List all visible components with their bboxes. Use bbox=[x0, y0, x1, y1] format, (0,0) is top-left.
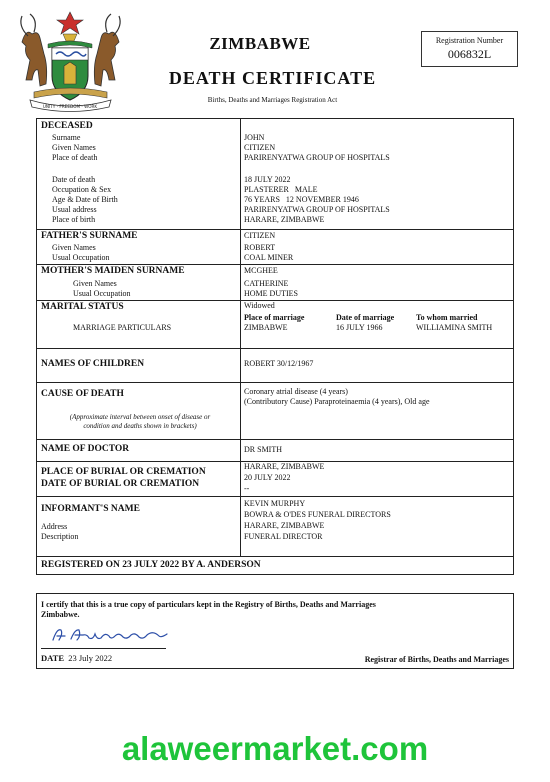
father-surname-heading: FATHER'S SURNAME bbox=[41, 231, 138, 241]
row-divider bbox=[37, 348, 513, 349]
row-divider bbox=[37, 382, 513, 383]
children-heading: NAMES OF CHILDREN bbox=[41, 359, 145, 369]
certify-date-value: 23 July 2022 bbox=[68, 653, 113, 663]
certify-text-line-1: I certify that this is a true copy of particulars kept in the Registry of Births, Deaths and Marriages bbox=[41, 600, 376, 609]
certify-date bbox=[41, 653, 112, 663]
svg-text:UNITY · FREEDOM · WORK: UNITY · FREEDOM · WORK bbox=[42, 104, 98, 109]
watermark-text: alaweermarket.com bbox=[121, 730, 429, 767]
doctor-value: DR SMITH bbox=[244, 445, 283, 454]
registrar-signature bbox=[49, 624, 179, 646]
given-names-label: Given Names bbox=[52, 143, 96, 152]
certify-date-label: DATE bbox=[41, 653, 64, 663]
burial-place-value: HARARE, ZIMBABWE bbox=[244, 462, 325, 471]
father-surname-value: CITIZEN bbox=[244, 231, 276, 240]
registration-number-label: Registration Number bbox=[435, 36, 504, 45]
surname-label: Surname bbox=[52, 133, 81, 142]
surname-value: JOHN bbox=[244, 133, 265, 142]
row-divider bbox=[37, 264, 513, 265]
mother-occupation-label: Usual Occupation bbox=[73, 289, 131, 298]
certify-text-line-2: Zimbabwe. bbox=[41, 610, 80, 619]
row-divider bbox=[37, 229, 513, 230]
place-of-birth-value: HARARE, ZIMBABWE bbox=[244, 215, 325, 224]
informant-company-value: BOWRA & O'DES FUNERAL DIRECTORS bbox=[244, 510, 391, 519]
father-given-label: Given Names bbox=[52, 243, 96, 252]
mother-given-value: CATHERINE bbox=[244, 279, 289, 288]
children-value: ROBERT 30/12/1967 bbox=[244, 359, 314, 368]
mother-surname-heading: MOTHER'S MAIDEN SURNAME bbox=[41, 266, 185, 276]
place-of-death-value: PARIRENYATWA GROUP OF HOSPITALS bbox=[244, 153, 390, 162]
to-whom-married-label: To whom married bbox=[416, 313, 478, 322]
document-title: DEATH CERTIFICATE bbox=[168, 68, 377, 88]
act-subtitle: Births, Deaths and Marriages Registration Act bbox=[207, 96, 338, 104]
marital-status-heading: MARITAL STATUS bbox=[41, 302, 124, 312]
doctor-heading: NAME OF DOCTOR bbox=[41, 444, 130, 454]
informant-description-label: Description bbox=[41, 532, 79, 541]
certification-box bbox=[36, 593, 514, 669]
row-divider bbox=[37, 556, 513, 557]
date-of-death-label: Date of death bbox=[52, 175, 96, 184]
mother-surname-value: MCGHEE bbox=[244, 266, 278, 275]
cause-line-1: Coronary atrial disease (4 years) bbox=[244, 387, 348, 396]
date-of-death-value: 18 JULY 2022 bbox=[244, 175, 291, 184]
given-names-value: CITIZEN bbox=[244, 143, 276, 152]
cause-note: (Approximate interval between onset of disease or condition and deaths shown in brackets) bbox=[69, 413, 211, 430]
usual-address-label: Usual address bbox=[52, 205, 97, 214]
signature-line bbox=[41, 648, 166, 649]
date-of-marriage-label: Date of marriage bbox=[336, 313, 395, 322]
particulars-table bbox=[36, 118, 514, 575]
burial-date-heading: DATE OF BURIAL OR CREMATION bbox=[41, 479, 200, 489]
informant-address-value: HARARE, ZIMBABWE bbox=[244, 521, 325, 530]
occupation-sex-label: Occupation & Sex bbox=[52, 185, 112, 194]
informant-description-value: FUNERAL DIRECTOR bbox=[244, 532, 323, 541]
registrar-title: Registrar of Births, Deaths and Marriages bbox=[364, 655, 509, 664]
informant-address-label: Address bbox=[41, 522, 68, 531]
burial-extra-value: -- bbox=[244, 484, 250, 493]
father-occupation-value: COAL MINER bbox=[244, 253, 294, 262]
date-of-marriage-value: 16 JULY 1966 bbox=[336, 323, 383, 332]
deceased-heading: DECEASED bbox=[41, 121, 93, 131]
cause-line-2: (Contributory Cause) Paraproteinaemia (4 years), Old age bbox=[244, 397, 430, 406]
burial-place-heading: PLACE OF BURIAL OR CREMATION bbox=[41, 467, 206, 477]
informant-heading: INFORMANT'S NAME bbox=[41, 504, 140, 514]
mother-occupation-value: HOME DUTIES bbox=[244, 289, 298, 298]
place-of-birth-label: Place of birth bbox=[52, 215, 96, 224]
row-divider bbox=[37, 496, 513, 497]
burial-date-value: 20 JULY 2022 bbox=[244, 473, 291, 482]
mother-given-label: Given Names bbox=[73, 279, 117, 288]
row-divider bbox=[37, 300, 513, 301]
place-of-death-label: Place of death bbox=[52, 153, 98, 162]
marriage-particulars-label: MARRIAGE PARTICULARS bbox=[73, 323, 172, 332]
usual-address-value: PARIRENYATWA GROUP OF HOSPITALS bbox=[244, 205, 390, 214]
father-given-value: ROBERT bbox=[244, 243, 276, 252]
cause-of-death-heading: CAUSE OF DEATH bbox=[41, 389, 124, 399]
marital-status-value: Widowed bbox=[244, 301, 275, 310]
country-title: ZIMBABWE bbox=[209, 34, 311, 53]
column-divider bbox=[240, 119, 241, 556]
registered-line: REGISTERED ON 23 JULY 2022 BY A. ANDERSON bbox=[41, 560, 261, 570]
age-dob-value: 76 YEARS 12 NOVEMBER 1946 bbox=[244, 195, 359, 204]
place-of-marriage-label: Place of marriage bbox=[244, 313, 305, 322]
row-divider bbox=[37, 439, 513, 440]
father-occupation-label: Usual Occupation bbox=[52, 253, 110, 262]
occupation-sex-value: PLASTERER MALE bbox=[244, 185, 318, 194]
age-dob-label: Age & Date of Birth bbox=[52, 195, 118, 204]
informant-name-value: KEVIN MURPHY bbox=[244, 499, 306, 508]
registration-number-box bbox=[421, 31, 518, 67]
registration-number-value: 006832L bbox=[447, 47, 492, 61]
place-of-marriage-value: ZIMBABWE bbox=[244, 323, 288, 332]
spouse-value: WILLIAMINA SMITH bbox=[416, 323, 493, 332]
